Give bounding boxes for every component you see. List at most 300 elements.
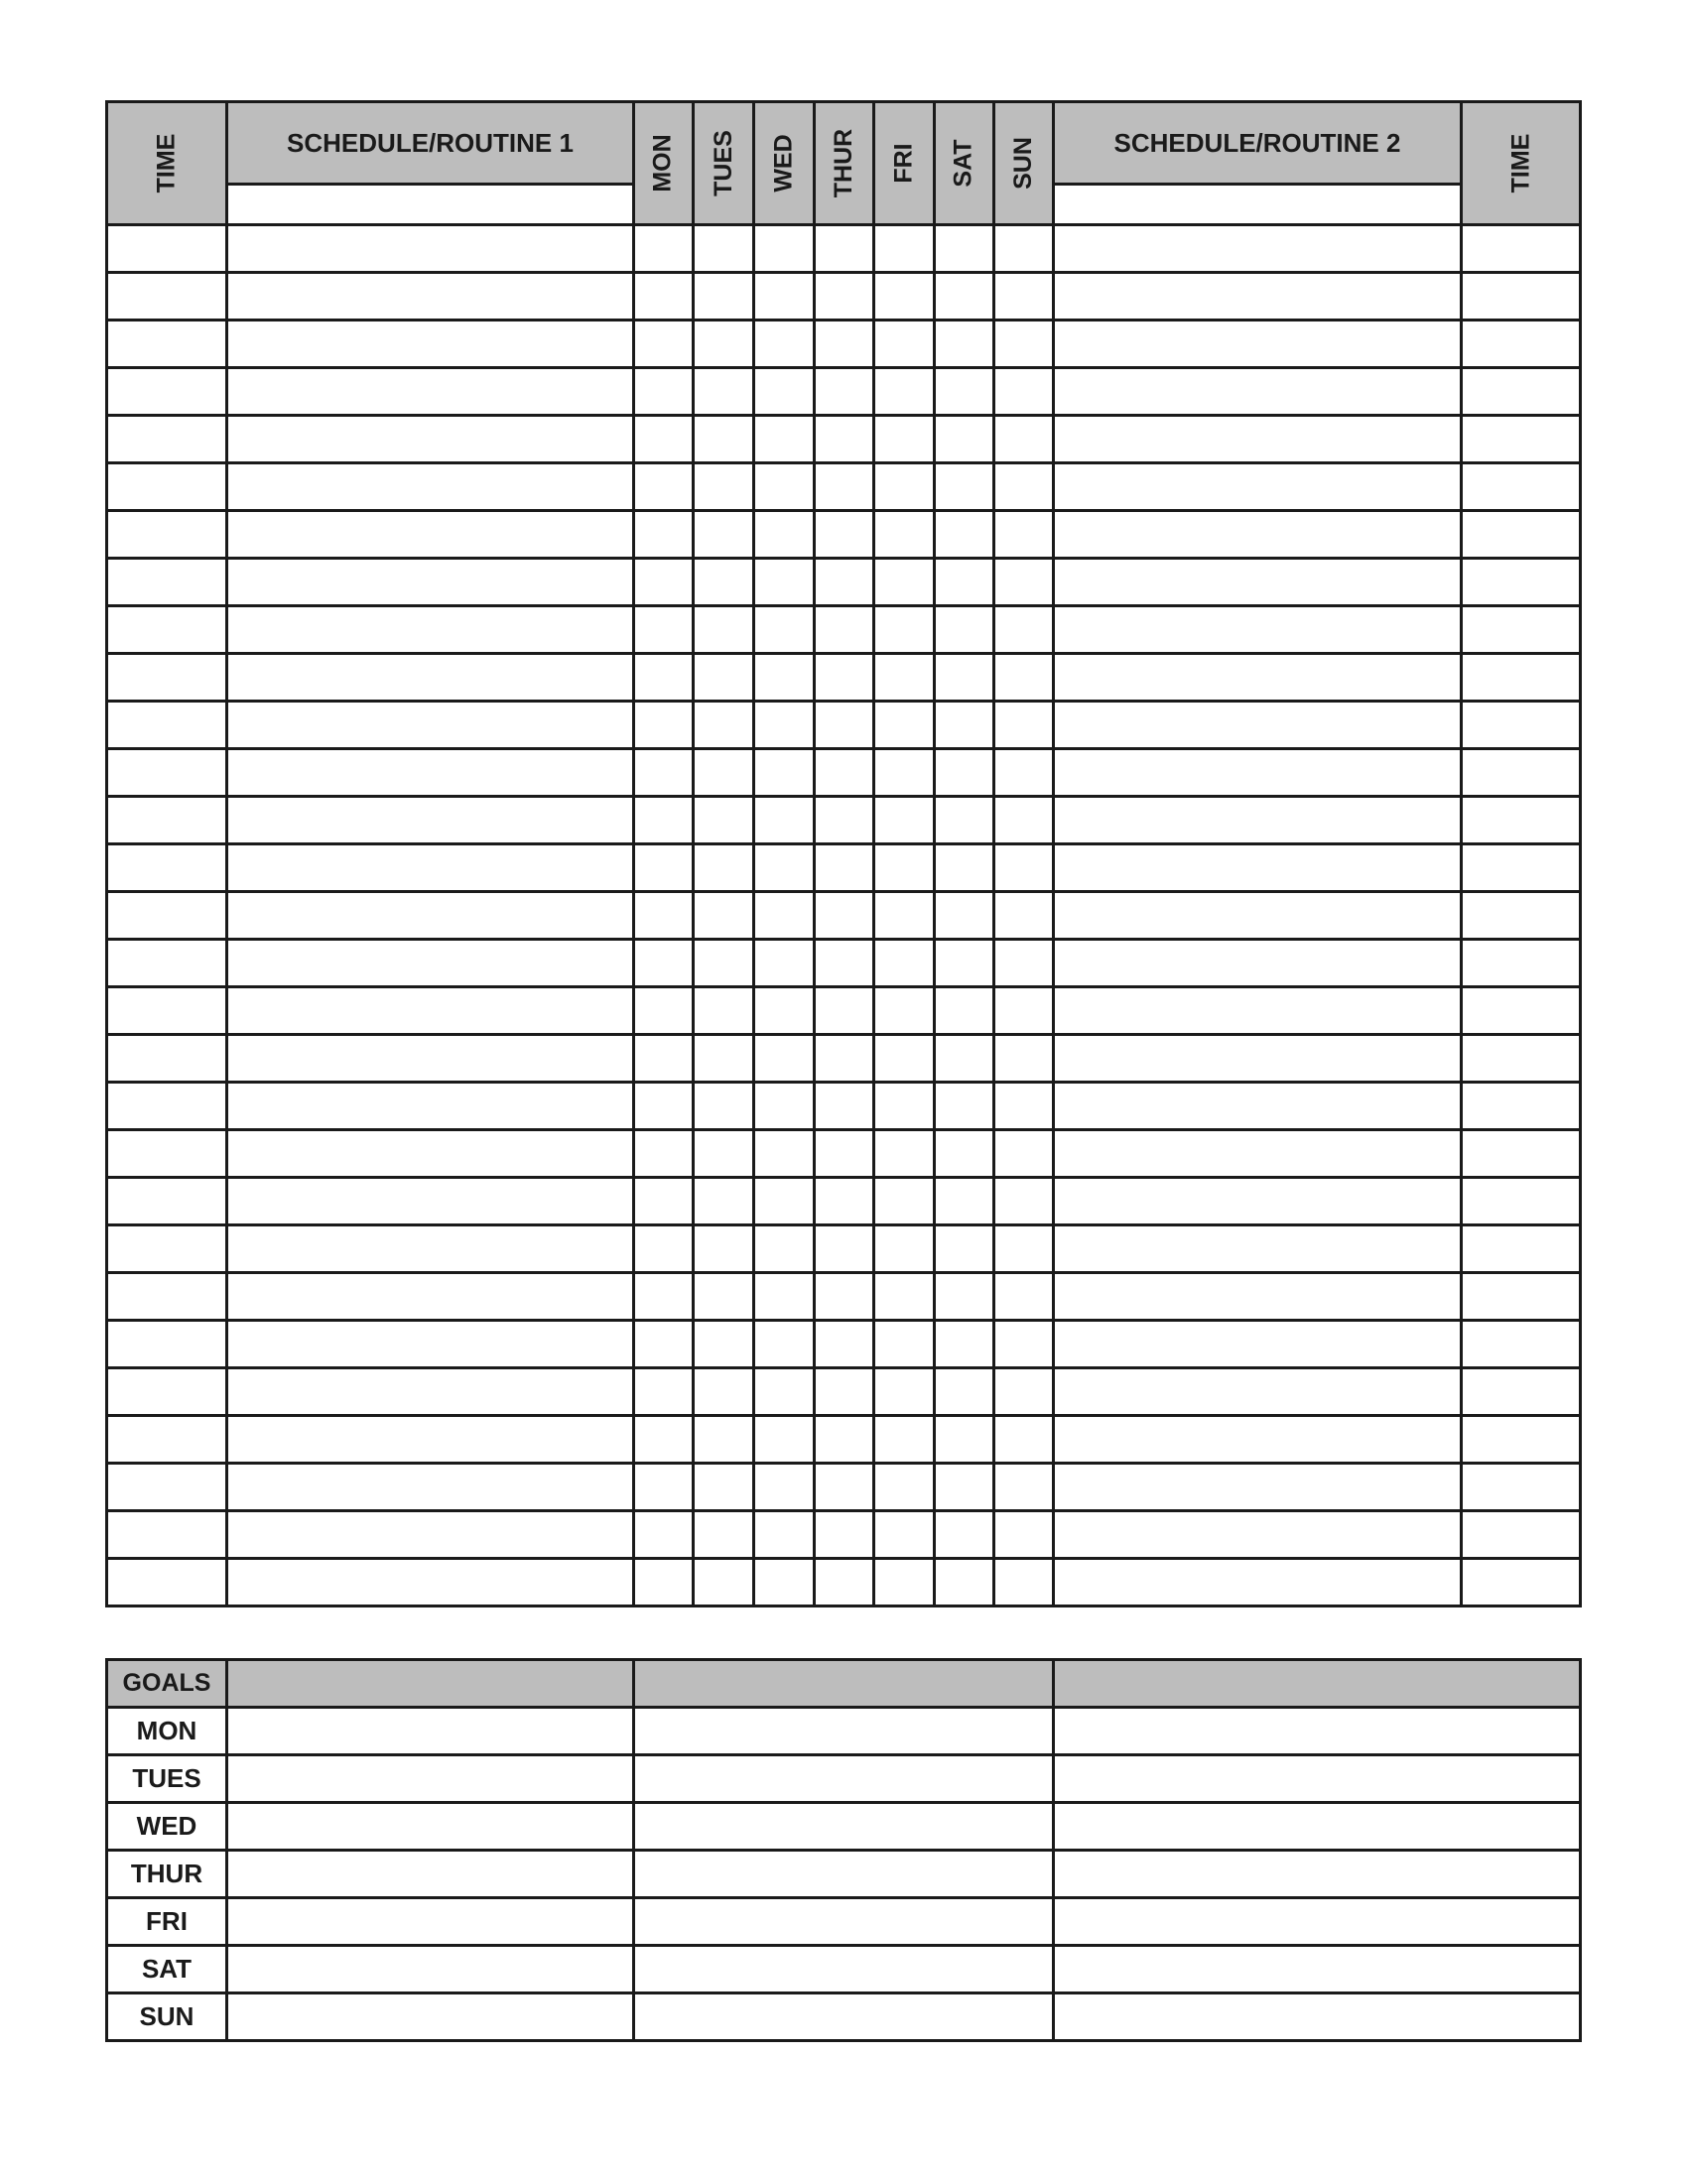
check-tues[interactable] [694,1511,754,1559]
check-mon[interactable] [634,1130,694,1178]
routine1-cell[interactable] [227,1225,634,1273]
goal-cell[interactable] [634,1803,1054,1851]
check-wed[interactable] [754,368,815,416]
check-fri[interactable] [874,1178,935,1225]
goals-header-cell[interactable] [227,1660,634,1708]
routine2-cell[interactable] [1054,606,1462,654]
routine2-cell[interactable] [1054,463,1462,511]
goal-cell[interactable] [1054,1708,1581,1755]
time-cell-left[interactable] [107,1464,227,1511]
check-tues[interactable] [694,797,754,844]
check-mon[interactable] [634,1464,694,1511]
check-tues[interactable] [694,1225,754,1273]
check-sat[interactable] [935,987,994,1035]
check-sun[interactable] [994,416,1054,463]
check-sun[interactable] [994,1368,1054,1416]
time-cell-right[interactable] [1462,749,1581,797]
time-cell-right[interactable] [1462,1416,1581,1464]
check-wed[interactable] [754,321,815,368]
routine1-cell[interactable] [227,225,634,273]
check-sun[interactable] [994,654,1054,702]
time-cell-left[interactable] [107,1273,227,1321]
time-cell-left[interactable] [107,463,227,511]
time-cell-right[interactable] [1462,225,1581,273]
time-cell-right[interactable] [1462,844,1581,892]
check-sun[interactable] [994,1559,1054,1606]
check-thur[interactable] [815,892,874,940]
check-tues[interactable] [694,321,754,368]
check-fri[interactable] [874,1511,935,1559]
time-cell-left[interactable] [107,416,227,463]
check-tues[interactable] [694,702,754,749]
routine1-cell[interactable] [227,559,634,606]
time-cell-left[interactable] [107,606,227,654]
check-tues[interactable] [694,1559,754,1606]
check-wed[interactable] [754,559,815,606]
time-cell-left[interactable] [107,987,227,1035]
time-cell-right[interactable] [1462,797,1581,844]
check-wed[interactable] [754,749,815,797]
routine2-cell[interactable] [1054,1321,1462,1368]
check-thur[interactable] [815,321,874,368]
check-mon[interactable] [634,273,694,321]
check-wed[interactable] [754,1130,815,1178]
routine1-cell[interactable] [227,844,634,892]
routine1-cell[interactable] [227,1368,634,1416]
check-sat[interactable] [935,797,994,844]
time-cell-left[interactable] [107,654,227,702]
check-mon[interactable] [634,1511,694,1559]
goal-cell[interactable] [1054,1851,1581,1898]
goal-cell[interactable] [634,1993,1054,2041]
routine1-cell[interactable] [227,892,634,940]
check-wed[interactable] [754,892,815,940]
time-cell-left[interactable] [107,1130,227,1178]
time-cell-left[interactable] [107,1083,227,1130]
check-sun[interactable] [994,511,1054,559]
routine2-cell[interactable] [1054,1178,1462,1225]
check-sat[interactable] [935,844,994,892]
time-cell-right[interactable] [1462,892,1581,940]
check-sat[interactable] [935,1130,994,1178]
check-tues[interactable] [694,1464,754,1511]
check-sat[interactable] [935,321,994,368]
check-tues[interactable] [694,1083,754,1130]
check-thur[interactable] [815,1559,874,1606]
routine2-cell[interactable] [1054,1225,1462,1273]
check-fri[interactable] [874,1225,935,1273]
routine2-cell[interactable] [1054,225,1462,273]
routine2-name-field[interactable] [1055,186,1460,223]
check-wed[interactable] [754,1559,815,1606]
check-wed[interactable] [754,797,815,844]
routine2-cell[interactable] [1054,1035,1462,1083]
routine1-cell[interactable] [227,940,634,987]
time-cell-left[interactable] [107,559,227,606]
check-fri[interactable] [874,1368,935,1416]
check-wed[interactable] [754,225,815,273]
check-thur[interactable] [815,844,874,892]
time-cell-left[interactable] [107,1178,227,1225]
check-sat[interactable] [935,463,994,511]
check-sat[interactable] [935,1416,994,1464]
check-thur[interactable] [815,559,874,606]
check-thur[interactable] [815,368,874,416]
check-thur[interactable] [815,463,874,511]
check-tues[interactable] [694,368,754,416]
time-cell-right[interactable] [1462,1273,1581,1321]
goal-cell[interactable] [227,1755,634,1803]
check-tues[interactable] [694,1368,754,1416]
time-cell-left[interactable] [107,1511,227,1559]
routine2-cell[interactable] [1054,1273,1462,1321]
check-fri[interactable] [874,463,935,511]
check-mon[interactable] [634,368,694,416]
check-sun[interactable] [994,368,1054,416]
check-tues[interactable] [694,1178,754,1225]
time-cell-left[interactable] [107,1321,227,1368]
goal-cell[interactable] [227,1898,634,1946]
check-mon[interactable] [634,797,694,844]
goal-cell[interactable] [227,1946,634,1993]
check-fri[interactable] [874,416,935,463]
time-cell-left[interactable] [107,273,227,321]
time-cell-right[interactable] [1462,416,1581,463]
check-sun[interactable] [994,1464,1054,1511]
check-sun[interactable] [994,1273,1054,1321]
check-sun[interactable] [994,606,1054,654]
routine2-cell[interactable] [1054,511,1462,559]
goal-cell[interactable] [227,1993,634,2041]
check-sun[interactable] [994,1178,1054,1225]
check-fri[interactable] [874,1464,935,1511]
check-sat[interactable] [935,225,994,273]
check-thur[interactable] [815,1178,874,1225]
check-sun[interactable] [994,797,1054,844]
routine2-cell[interactable] [1054,702,1462,749]
check-tues[interactable] [694,559,754,606]
routine1-cell[interactable] [227,368,634,416]
check-sat[interactable] [935,1511,994,1559]
time-cell-left[interactable] [107,1559,227,1606]
time-cell-right[interactable] [1462,1035,1581,1083]
check-mon[interactable] [634,892,694,940]
check-fri[interactable] [874,368,935,416]
check-thur[interactable] [815,1321,874,1368]
check-wed[interactable] [754,1416,815,1464]
routine1-cell[interactable] [227,606,634,654]
routine1-cell[interactable] [227,416,634,463]
check-fri[interactable] [874,606,935,654]
check-thur[interactable] [815,1416,874,1464]
check-wed[interactable] [754,1321,815,1368]
check-mon[interactable] [634,987,694,1035]
routine2-cell[interactable] [1054,1511,1462,1559]
check-tues[interactable] [694,1416,754,1464]
time-cell-right[interactable] [1462,654,1581,702]
check-thur[interactable] [815,702,874,749]
routine2-cell[interactable] [1054,368,1462,416]
check-thur[interactable] [815,1225,874,1273]
check-fri[interactable] [874,1416,935,1464]
time-cell-right[interactable] [1462,940,1581,987]
check-thur[interactable] [815,1511,874,1559]
time-cell-left[interactable] [107,321,227,368]
check-mon[interactable] [634,1416,694,1464]
check-sat[interactable] [935,1225,994,1273]
time-cell-left[interactable] [107,1368,227,1416]
time-cell-right[interactable] [1462,511,1581,559]
check-thur[interactable] [815,273,874,321]
routine1-cell[interactable] [227,1273,634,1321]
routine1-cell[interactable] [227,1464,634,1511]
goal-cell[interactable] [227,1803,634,1851]
check-tues[interactable] [694,416,754,463]
check-mon[interactable] [634,844,694,892]
check-thur[interactable] [815,797,874,844]
time-cell-left[interactable] [107,892,227,940]
check-tues[interactable] [694,654,754,702]
check-thur[interactable] [815,1368,874,1416]
check-fri[interactable] [874,1130,935,1178]
check-sat[interactable] [935,1178,994,1225]
routine1-cell[interactable] [227,1321,634,1368]
time-cell-right[interactable] [1462,987,1581,1035]
time-cell-right[interactable] [1462,606,1581,654]
goal-cell[interactable] [1054,1898,1581,1946]
check-mon[interactable] [634,702,694,749]
check-fri[interactable] [874,1083,935,1130]
check-sat[interactable] [935,1464,994,1511]
routine1-cell[interactable] [227,1559,634,1606]
time-cell-left[interactable] [107,702,227,749]
check-thur[interactable] [815,749,874,797]
check-sat[interactable] [935,654,994,702]
check-thur[interactable] [815,225,874,273]
check-sun[interactable] [994,892,1054,940]
check-sat[interactable] [935,559,994,606]
routine1-cell[interactable] [227,1416,634,1464]
routine2-cell[interactable] [1054,321,1462,368]
check-sat[interactable] [935,1559,994,1606]
routine2-cell[interactable] [1054,654,1462,702]
check-wed[interactable] [754,702,815,749]
check-sun[interactable] [994,940,1054,987]
check-fri[interactable] [874,1035,935,1083]
check-thur[interactable] [815,1130,874,1178]
check-fri[interactable] [874,940,935,987]
check-tues[interactable] [694,606,754,654]
check-sun[interactable] [994,1083,1054,1130]
check-tues[interactable] [694,511,754,559]
check-sat[interactable] [935,606,994,654]
routine2-cell[interactable] [1054,749,1462,797]
check-thur[interactable] [815,940,874,987]
check-wed[interactable] [754,654,815,702]
check-thur[interactable] [815,1035,874,1083]
check-wed[interactable] [754,1178,815,1225]
check-tues[interactable] [694,987,754,1035]
check-sat[interactable] [935,892,994,940]
check-tues[interactable] [694,892,754,940]
routine2-cell[interactable] [1054,797,1462,844]
check-thur[interactable] [815,987,874,1035]
routine1-cell[interactable] [227,1083,634,1130]
check-mon[interactable] [634,511,694,559]
routine1-cell[interactable] [227,1178,634,1225]
time-cell-left[interactable] [107,368,227,416]
check-fri[interactable] [874,987,935,1035]
goal-cell[interactable] [1054,1946,1581,1993]
routine2-cell[interactable] [1054,1559,1462,1606]
check-thur[interactable] [815,416,874,463]
check-fri[interactable] [874,1273,935,1321]
check-fri[interactable] [874,892,935,940]
routine1-cell[interactable] [227,463,634,511]
check-fri[interactable] [874,511,935,559]
check-fri[interactable] [874,1559,935,1606]
check-mon[interactable] [634,1083,694,1130]
routine1-cell[interactable] [227,797,634,844]
check-wed[interactable] [754,940,815,987]
check-sun[interactable] [994,1321,1054,1368]
routine1-cell[interactable] [227,511,634,559]
routine2-cell[interactable] [1054,940,1462,987]
check-sat[interactable] [935,273,994,321]
goal-cell[interactable] [1054,1993,1581,2041]
time-cell-right[interactable] [1462,1130,1581,1178]
routine2-cell[interactable] [1054,1464,1462,1511]
routine2-cell[interactable] [1054,892,1462,940]
check-wed[interactable] [754,1511,815,1559]
time-cell-right[interactable] [1462,273,1581,321]
check-wed[interactable] [754,1273,815,1321]
goal-cell[interactable] [634,1898,1054,1946]
check-fri[interactable] [874,559,935,606]
check-sat[interactable] [935,702,994,749]
check-mon[interactable] [634,463,694,511]
check-mon[interactable] [634,749,694,797]
time-cell-left[interactable] [107,940,227,987]
check-mon[interactable] [634,940,694,987]
check-mon[interactable] [634,321,694,368]
check-thur[interactable] [815,606,874,654]
check-wed[interactable] [754,606,815,654]
time-cell-right[interactable] [1462,1083,1581,1130]
check-tues[interactable] [694,1321,754,1368]
time-cell-left[interactable] [107,1035,227,1083]
check-fri[interactable] [874,844,935,892]
check-fri[interactable] [874,321,935,368]
check-mon[interactable] [634,1178,694,1225]
check-thur[interactable] [815,654,874,702]
check-sat[interactable] [935,1273,994,1321]
time-cell-left[interactable] [107,1225,227,1273]
check-wed[interactable] [754,463,815,511]
check-tues[interactable] [694,844,754,892]
check-tues[interactable] [694,273,754,321]
check-tues[interactable] [694,1130,754,1178]
routine2-cell[interactable] [1054,559,1462,606]
routine2-cell[interactable] [1054,844,1462,892]
time-cell-right[interactable] [1462,1464,1581,1511]
check-mon[interactable] [634,1225,694,1273]
routine1-cell[interactable] [227,749,634,797]
check-fri[interactable] [874,654,935,702]
check-sun[interactable] [994,1511,1054,1559]
goal-cell[interactable] [1054,1755,1581,1803]
check-sun[interactable] [994,273,1054,321]
time-cell-right[interactable] [1462,368,1581,416]
goal-cell[interactable] [227,1708,634,1755]
check-thur[interactable] [815,1464,874,1511]
check-sun[interactable] [994,987,1054,1035]
check-mon[interactable] [634,654,694,702]
check-thur[interactable] [815,1083,874,1130]
check-thur[interactable] [815,1273,874,1321]
goals-header-cell[interactable] [634,1660,1054,1708]
routine1-cell[interactable] [227,987,634,1035]
goal-cell[interactable] [634,1946,1054,1993]
time-cell-right[interactable] [1462,321,1581,368]
check-sat[interactable] [935,940,994,987]
goals-header-cell[interactable] [1054,1660,1581,1708]
check-mon[interactable] [634,416,694,463]
goal-cell[interactable] [634,1755,1054,1803]
routine2-cell[interactable] [1054,1130,1462,1178]
check-wed[interactable] [754,1035,815,1083]
check-tues[interactable] [694,1273,754,1321]
check-sun[interactable] [994,225,1054,273]
check-thur[interactable] [815,511,874,559]
check-sat[interactable] [935,511,994,559]
routine2-cell[interactable] [1054,273,1462,321]
time-cell-right[interactable] [1462,559,1581,606]
check-fri[interactable] [874,225,935,273]
time-cell-right[interactable] [1462,1368,1581,1416]
check-wed[interactable] [754,511,815,559]
check-sun[interactable] [994,844,1054,892]
time-cell-left[interactable] [107,844,227,892]
time-cell-left[interactable] [107,225,227,273]
check-sat[interactable] [935,1035,994,1083]
check-wed[interactable] [754,273,815,321]
check-mon[interactable] [634,1368,694,1416]
routine1-cell[interactable] [227,273,634,321]
check-sat[interactable] [935,368,994,416]
routine2-cell[interactable] [1054,1083,1462,1130]
check-sun[interactable] [994,1035,1054,1083]
time-cell-left[interactable] [107,511,227,559]
check-tues[interactable] [694,1035,754,1083]
check-fri[interactable] [874,273,935,321]
check-sat[interactable] [935,1368,994,1416]
routine2-cell[interactable] [1054,987,1462,1035]
check-mon[interactable] [634,559,694,606]
check-mon[interactable] [634,1035,694,1083]
check-sun[interactable] [994,321,1054,368]
routine1-cell[interactable] [227,654,634,702]
check-sat[interactable] [935,1083,994,1130]
time-cell-right[interactable] [1462,463,1581,511]
check-sun[interactable] [994,559,1054,606]
routine2-cell[interactable] [1054,1416,1462,1464]
time-cell-right[interactable] [1462,1178,1581,1225]
time-cell-right[interactable] [1462,1559,1581,1606]
check-fri[interactable] [874,1321,935,1368]
time-cell-right[interactable] [1462,702,1581,749]
check-sun[interactable] [994,463,1054,511]
